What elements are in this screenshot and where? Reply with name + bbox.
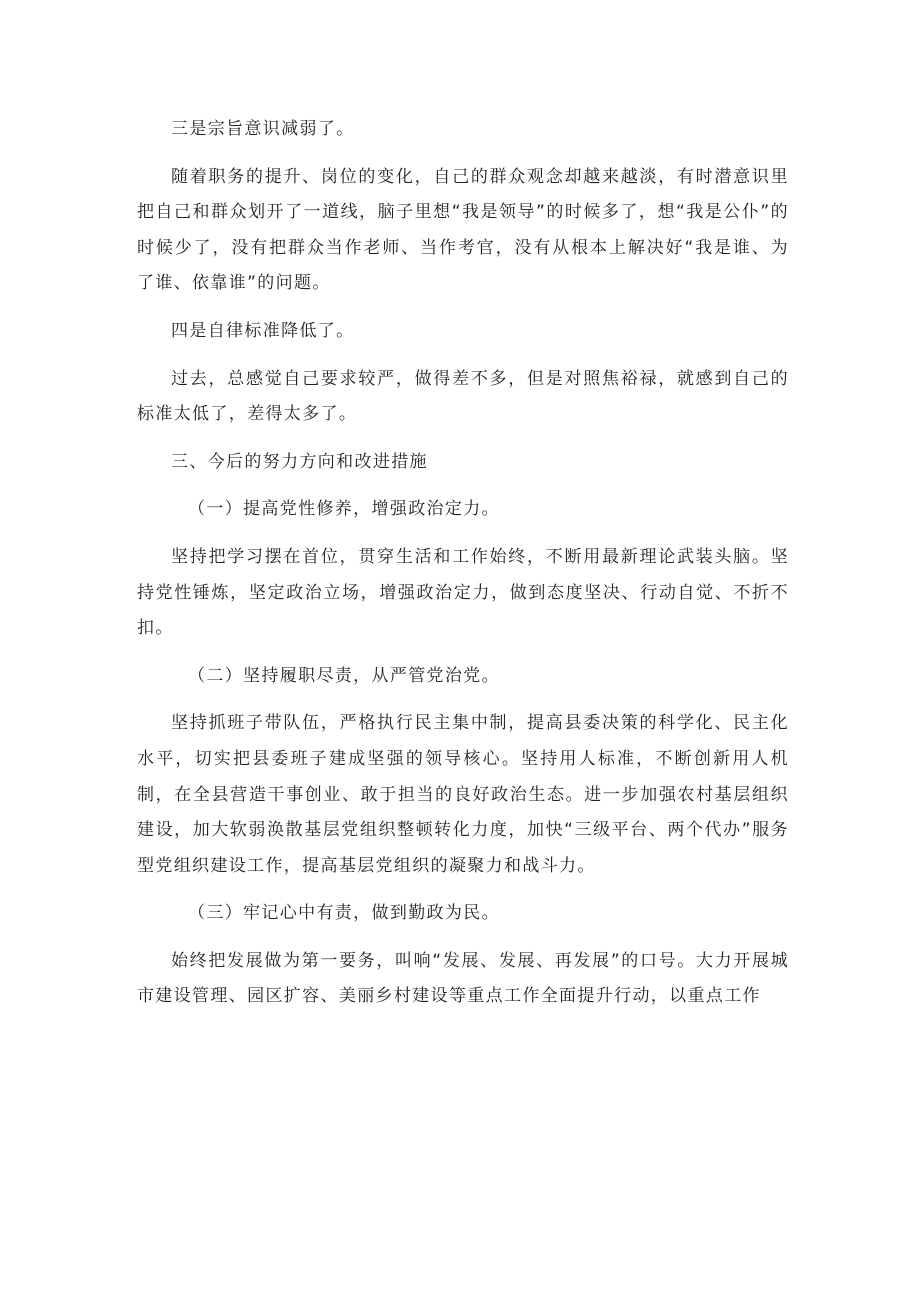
paragraph-standards-lowered: 过去，总感觉自己要求较严，做得差不多，但是对照焦裕禄，就感到自己的标准太低了，差得太多了。 [137,368,789,425]
paragraph-heading-purpose-awareness: 三是宗旨意识减弱了。 [171,119,355,139]
subheading-serve-people: （三）牢记心中有责，做到勤政为民。 [188,903,500,924]
subheading-party-spirit: （一）提高党性修养，增强政治定力。 [188,499,500,520]
paragraph-mass-viewpoint: 随着职务的提升、岗位的变化，自己的群众观念却越来越淡，有时潜意识里把自己和群众划开了一道线，脑子里想“我是领导”的时候多了，想“我是公仆”的时候少了，没有把群众当作老师、当作考官，没有从根本上解决好“我是谁、为了谁、依靠谁”的问题。 [137,166,789,294]
section-heading-improvement-measures: 三、今后的努力方向和改进措施 [171,451,428,472]
document-body [137,112,789,1027]
paragraph-team-building: 坚持抓班子带队伍，严格执行民主集中制，提高县委决策的科学化、民主化水平，切实把县委班子建成坚强的领导核心。坚持用人标准，不断创新用人机制，在全县营造干事创业、敢于担当的良好政治生态。进一步加强农村基层组织建设，加大软弱涣散基层党组织整顿转化力度，加快“三级平台、两个代办”服务型党组织建设工作，提高基层党组织的凝聚力和战斗力。 [137,713,789,876]
paragraph-study-first: 坚持把学习摆在首位，贯穿生活和工作始终，不断用最新理论武装头脑。坚持党性锤炼，坚定政治立场，增强政治定力，做到态度坚决、行动自觉、不折不扣。 [137,546,789,639]
subheading-duty-performance: （二）坚持履职尽责，从严管党治党。 [188,665,500,686]
paragraph-development-priority: 始终把发展做为第一要务，叫响“发展、发展、再发展”的口号。大力开展城市建设管理、园区扩容、美丽乡村建设等重点工作全面提升行动，以重点工作 [137,950,789,1007]
paragraph-heading-self-discipline: 四是自律标准降低了。 [171,320,355,341]
